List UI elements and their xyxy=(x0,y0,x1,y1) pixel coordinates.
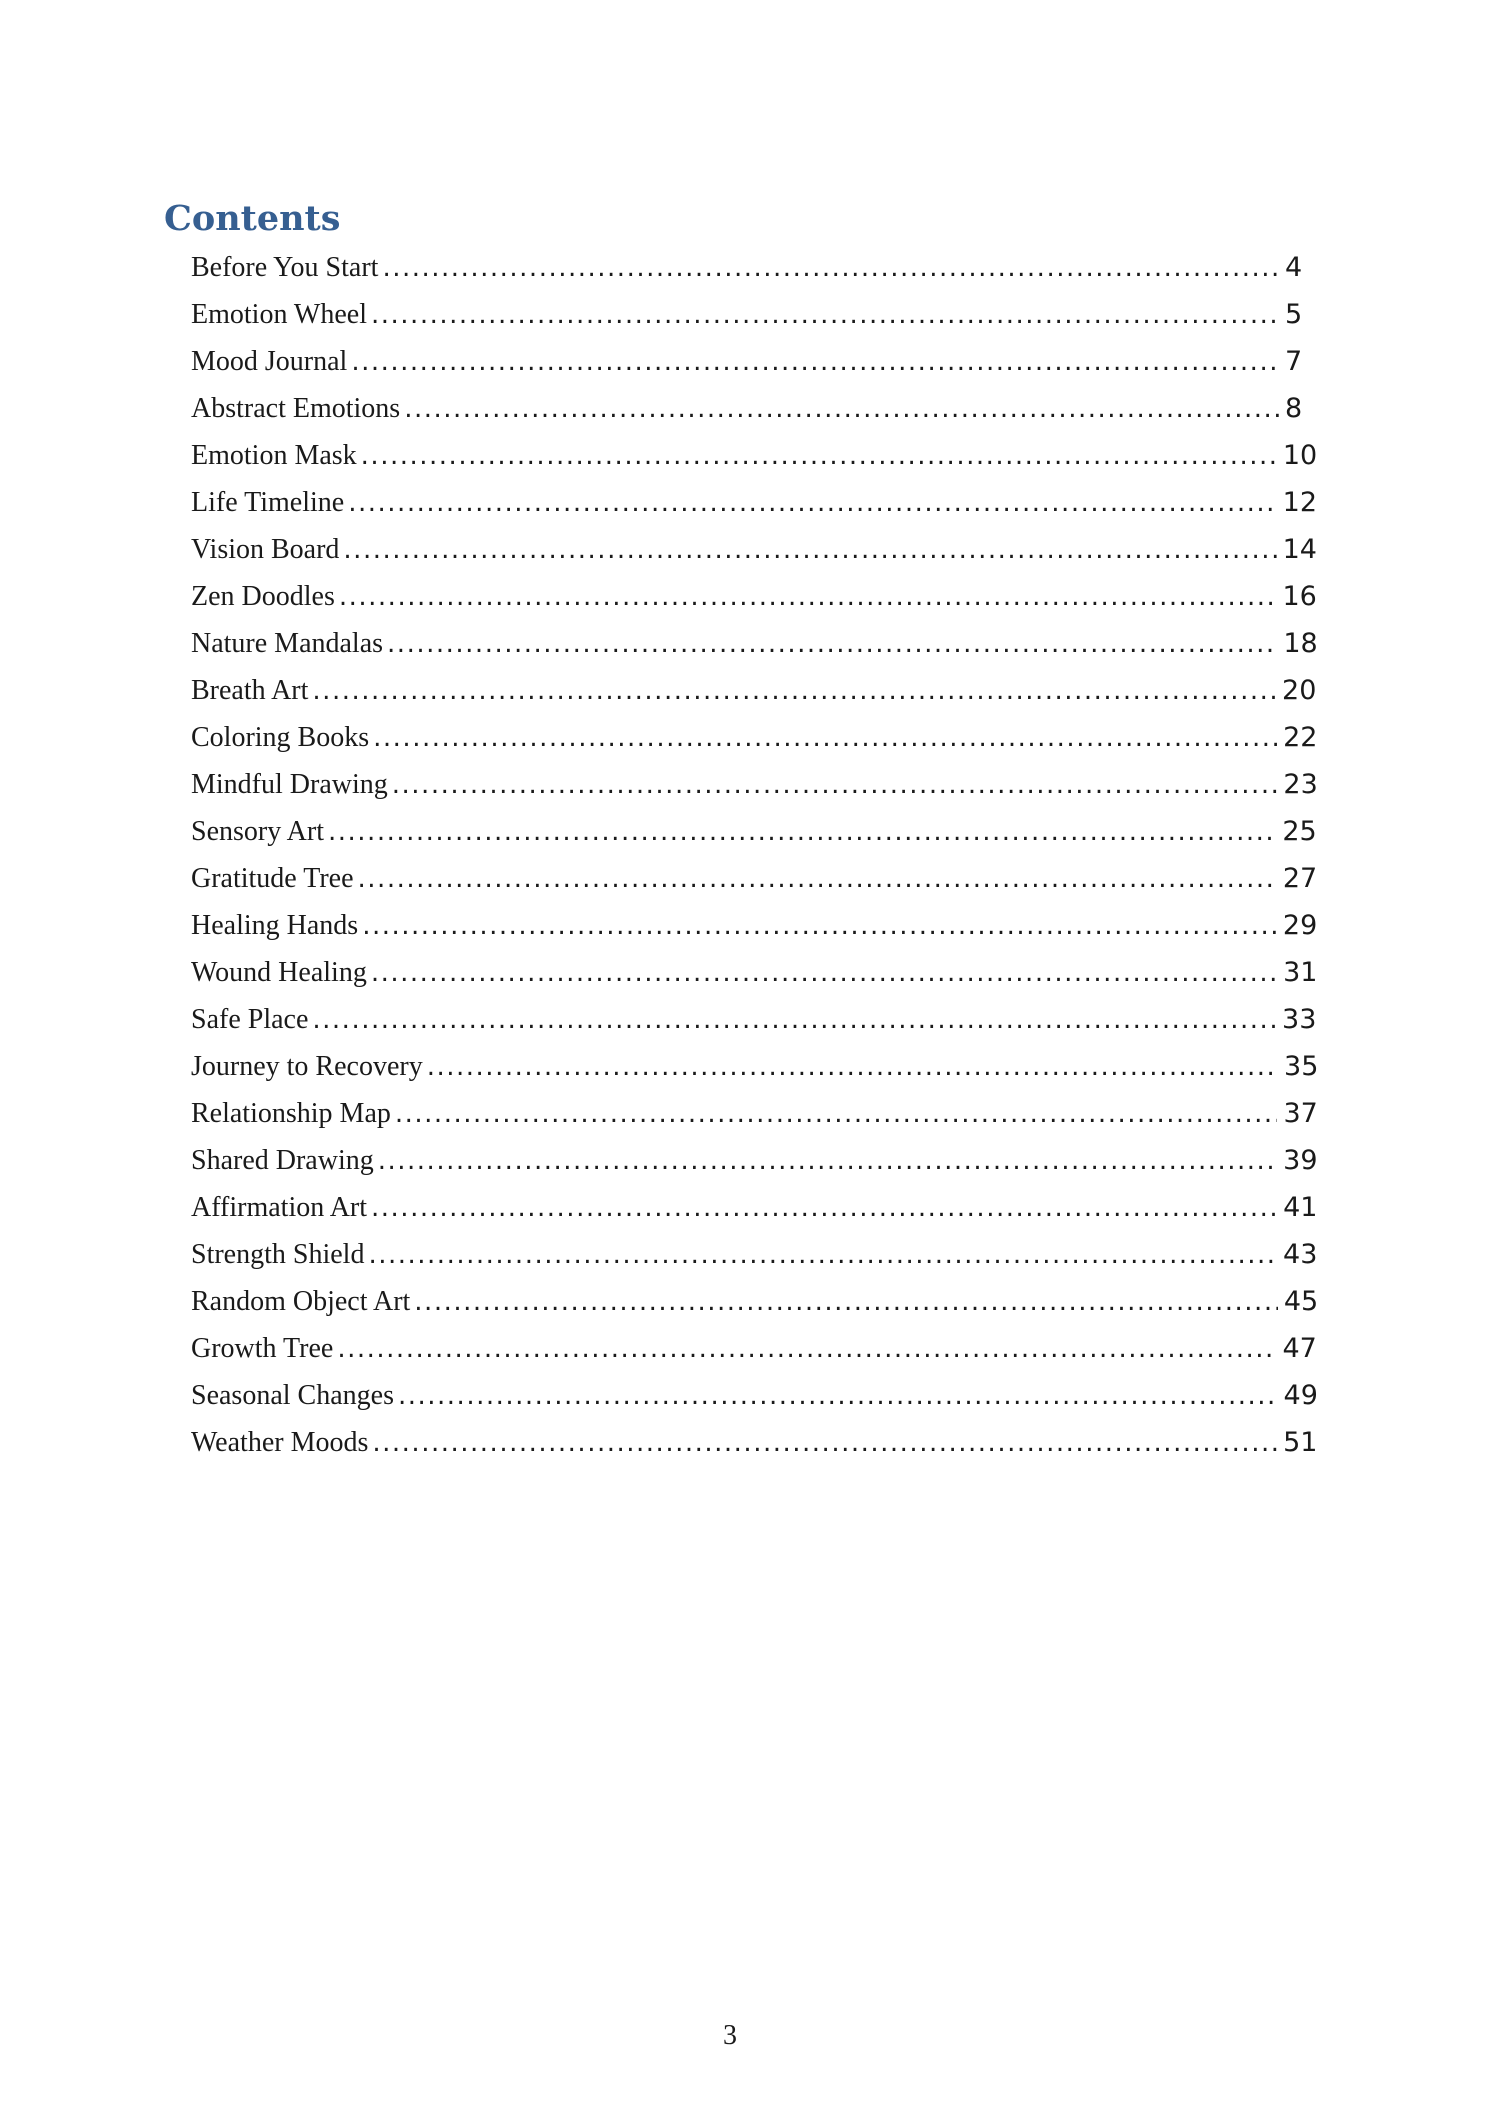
toc-entry-page: 47 xyxy=(1282,1333,1317,1364)
toc-dot-leader xyxy=(371,292,1279,339)
toc-entry[interactable] xyxy=(191,855,1318,902)
toc-entry-page: 29 xyxy=(1282,910,1318,941)
toc-entry-title: Affirmation Art xyxy=(191,1192,368,1223)
toc-entry-page: 5 xyxy=(1285,299,1303,330)
toc-entry[interactable] xyxy=(191,526,1317,573)
toc-entry-title: Growth Tree xyxy=(191,1333,334,1364)
toc-dot-leader xyxy=(414,1279,1278,1326)
toc-entry[interactable] xyxy=(191,385,1303,432)
toc-dot-leader xyxy=(427,1044,1278,1091)
toc-entry-page: 23 xyxy=(1283,769,1318,800)
toc-dot-leader xyxy=(343,527,1276,574)
toc-entry[interactable] xyxy=(191,1137,1318,1184)
toc-dot-leader xyxy=(387,621,1277,668)
toc-entry-page: 12 xyxy=(1282,487,1318,518)
toc-entry-page: 27 xyxy=(1282,863,1318,894)
toc-entry-title: Healing Hands xyxy=(191,910,359,941)
toc-entry[interactable] xyxy=(191,573,1317,620)
toc-entry-page: 18 xyxy=(1283,628,1318,659)
toc-entry-title: Mood Journal xyxy=(191,346,348,377)
toc-entry-page: 41 xyxy=(1283,1192,1318,1223)
toc-dot-leader xyxy=(392,762,1278,809)
toc-entry[interactable] xyxy=(191,714,1318,761)
toc-entry-title: Breath Art xyxy=(191,675,309,706)
toc-entry-page: 25 xyxy=(1282,816,1317,847)
toc-entry-title: Coloring Books xyxy=(191,722,370,753)
toc-dot-leader xyxy=(398,1373,1278,1420)
toc-entry-page: 35 xyxy=(1284,1051,1319,1082)
toc-entry[interactable] xyxy=(191,808,1317,855)
toc-dot-leader xyxy=(337,1326,1276,1373)
toc-entry-title: Relationship Map xyxy=(191,1098,391,1129)
toc-entry[interactable] xyxy=(191,902,1318,949)
toc-entry-page: 4 xyxy=(1285,252,1303,283)
toc-dot-leader xyxy=(351,339,1279,386)
toc-dot-leader xyxy=(358,856,1277,903)
toc-entry-page: 33 xyxy=(1282,1004,1317,1035)
toc-entry-title: Sensory Art xyxy=(191,816,324,847)
toc-entry-page: 39 xyxy=(1283,1145,1318,1176)
toc-entry-page: 16 xyxy=(1282,581,1317,612)
toc-entry[interactable] xyxy=(191,479,1318,526)
toc-entry-page: 37 xyxy=(1283,1098,1318,1129)
toc-entry-page: 20 xyxy=(1282,675,1317,706)
toc-dot-leader xyxy=(372,1420,1277,1467)
toc-entry-title: Random Object Art xyxy=(191,1286,411,1317)
toc-entry-page: 14 xyxy=(1282,534,1317,565)
toc-entry[interactable] xyxy=(191,996,1317,1043)
toc-entry-title: Life Timeline xyxy=(191,487,345,518)
toc-entry-title: Emotion Mask xyxy=(191,440,357,471)
toc-entry-title: Vision Board xyxy=(191,534,340,565)
page-number: 3 xyxy=(723,2020,737,2051)
toc-dot-leader xyxy=(404,386,1279,433)
toc-dot-leader xyxy=(328,809,1276,856)
toc-entry[interactable] xyxy=(191,761,1318,808)
toc-entry-title: Journey to Recovery xyxy=(191,1051,423,1082)
toc-dot-leader xyxy=(361,433,1277,480)
toc-entry[interactable] xyxy=(191,667,1317,714)
toc-entry-title: Nature Mandalas xyxy=(191,628,384,659)
toc-dot-leader xyxy=(368,1232,1277,1279)
toc-entry-page: 7 xyxy=(1285,346,1303,377)
toc-entry[interactable] xyxy=(191,1419,1318,1466)
page-title: Contents xyxy=(164,198,341,239)
toc-entry-title: Strength Shield xyxy=(191,1239,365,1270)
toc-dot-leader xyxy=(312,997,1276,1044)
toc-dot-leader xyxy=(348,480,1276,527)
toc-entry[interactable] xyxy=(191,338,1303,385)
toc-entry[interactable] xyxy=(191,1043,1319,1090)
toc-entry-title: Gratitude Tree xyxy=(191,863,354,894)
toc-entry-title: Abstract Emotions xyxy=(191,393,401,424)
toc-entry-page: 10 xyxy=(1282,440,1318,471)
toc-entry-page: 45 xyxy=(1283,1286,1319,1317)
toc-entry-title: Safe Place xyxy=(191,1004,309,1035)
toc-entry[interactable] xyxy=(191,1278,1319,1325)
toc-dot-leader xyxy=(362,903,1277,950)
toc-dot-leader xyxy=(339,574,1277,621)
toc-dot-leader xyxy=(395,1091,1278,1138)
toc-entry-title: Seasonal Changes xyxy=(191,1380,394,1411)
toc-dot-leader xyxy=(371,950,1277,997)
toc-entry[interactable] xyxy=(191,1372,1318,1419)
toc-entry[interactable] xyxy=(191,1231,1318,1278)
toc-entry-page: 31 xyxy=(1283,957,1318,988)
toc-entry[interactable] xyxy=(191,1325,1317,1372)
toc-entry-title: Zen Doodles xyxy=(191,581,335,612)
toc-entry[interactable] xyxy=(191,1090,1318,1137)
toc-entry-page: 8 xyxy=(1285,393,1303,424)
toc-dot-leader xyxy=(312,668,1276,715)
toc-entry-page: 51 xyxy=(1283,1427,1318,1458)
toc-entry-title: Weather Moods xyxy=(191,1427,369,1458)
toc-dot-leader xyxy=(371,1185,1277,1232)
toc-entry-title: Before You Start xyxy=(191,252,379,283)
toc-entry[interactable] xyxy=(191,620,1318,667)
toc-entry[interactable] xyxy=(191,949,1318,996)
toc-entry-title: Wound Healing xyxy=(191,957,367,988)
toc-entry-page: 22 xyxy=(1283,722,1318,753)
toc-entry[interactable] xyxy=(191,432,1318,479)
toc-entry-page: 49 xyxy=(1283,1380,1318,1411)
toc-entry[interactable] xyxy=(191,244,1303,291)
table-of-contents xyxy=(191,244,1319,1466)
toc-entry-title: Mindful Drawing xyxy=(191,769,388,800)
toc-entry[interactable] xyxy=(191,291,1303,338)
toc-entry-title: Shared Drawing xyxy=(191,1145,374,1176)
toc-entry-title: Emotion Wheel xyxy=(191,299,367,330)
toc-dot-leader xyxy=(378,1138,1277,1185)
toc-entry-page: 43 xyxy=(1283,1239,1318,1270)
toc-dot-leader xyxy=(373,715,1277,762)
toc-dot-leader xyxy=(382,245,1279,292)
toc-entry[interactable] xyxy=(191,1184,1318,1231)
